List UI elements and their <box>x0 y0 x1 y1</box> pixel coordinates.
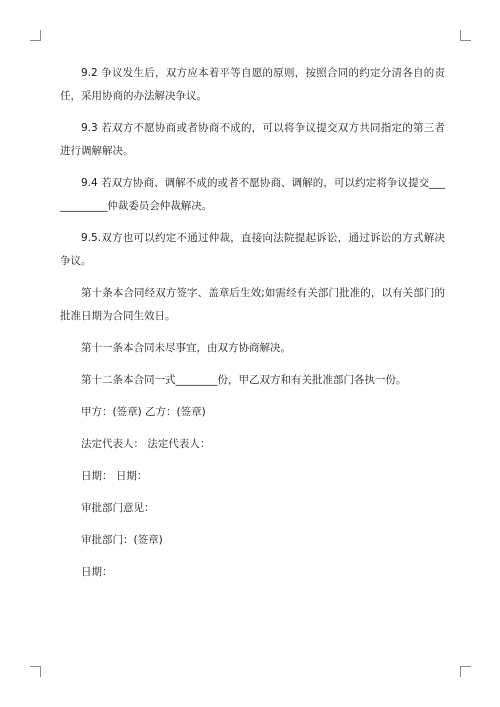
article-11: 第十一条本合同未尽事宜，由双方协商解决。 <box>81 342 291 354</box>
page-corner-mark-bottom-left <box>30 666 41 677</box>
article-10: 第十条本合同经双方签字、盖章后生效;如需经有关部门批准的，以有关部门的批准日期为合同生效日。 <box>60 287 445 322</box>
document-body <box>60 62 445 593</box>
clause-9-4: 9.4 若双方协商、调解不成的或者不愿协商、调解的，可以约定将争议提交____________仲裁委员会仲裁解决。 <box>60 177 445 212</box>
clause-9-5: 9.5.双方也可以约定不通过仲裁，直接向法院提起诉讼，通过诉讼的方式解决争议。 <box>60 232 445 267</box>
clause-9-2: 9.2 争议发生后，双方应本着平等自愿的原则，按照合同的约定分清各自的责任，采用协商的办法解决争议。 <box>60 67 445 102</box>
approval-date-line: 日期： <box>81 566 113 578</box>
article-12: 第十二条本合同一式________份，甲乙双方和有关批准部门各执一份。 <box>81 374 407 386</box>
approval-opinion-line: 审批部门意见： <box>81 502 155 514</box>
signature-date-line: 日期： 日期： <box>81 470 148 482</box>
page-corner-mark-top-right <box>460 30 471 41</box>
approval-department-line: 审批部门：(签章) <box>81 534 163 546</box>
signature-representative-line: 法定代表人： 法定代表人： <box>81 438 211 450</box>
clause-9-3: 9.3 若双方不愿协商或者协商不成的，可以将争议提交双方共同指定的第三者进行调解解决。 <box>60 122 445 157</box>
page-corner-mark-bottom-right <box>460 666 471 677</box>
page-corner-mark-top-left <box>30 30 41 41</box>
signature-party-line: 甲方：(签章) 乙方：(签章) <box>81 406 206 418</box>
